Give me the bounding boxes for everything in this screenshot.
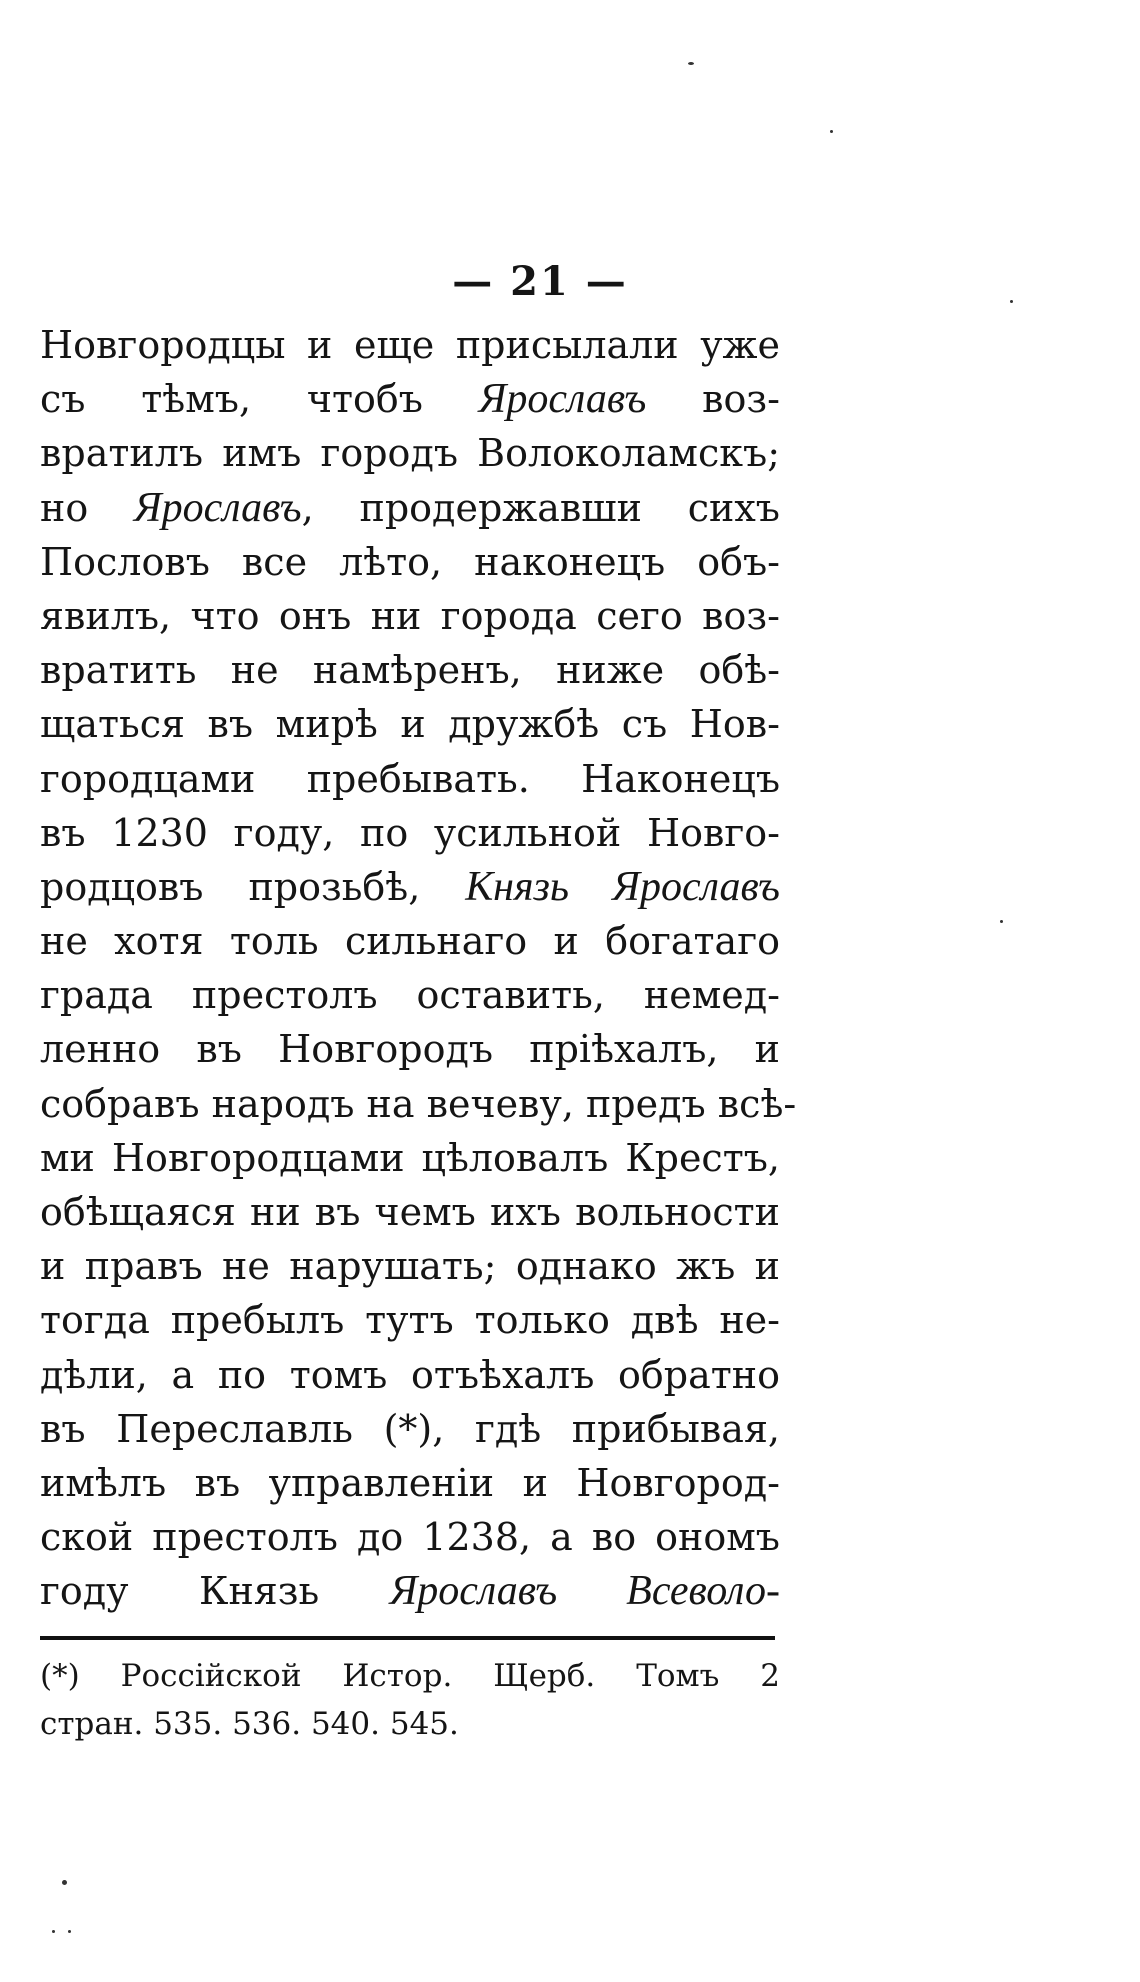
italic-name: Князь Ярославъ: [465, 863, 780, 910]
text-segment: ленно въ Новгородъ пріѣхалъ, и: [40, 1027, 780, 1072]
text-segment: ми Новгородцами цѣловалъ Крестъ,: [40, 1135, 780, 1180]
text-line: [40, 643, 780, 697]
footnote: [40, 1652, 780, 1748]
text-segment: ской престолъ до 1238, а во ономъ: [40, 1515, 780, 1560]
page-number: — 21 —: [452, 258, 628, 305]
body-text: [40, 318, 797, 1619]
scan-speck: [830, 130, 833, 133]
scan-speck: [62, 1880, 67, 1885]
text-line: [40, 1077, 797, 1131]
text-segment: имѣлъ въ управленіи и Новгород-: [40, 1460, 780, 1505]
text-line: [40, 481, 780, 535]
text-line: [40, 372, 780, 426]
text-line: [40, 752, 780, 806]
text-segment: явилъ, что онъ ни города сего воз-: [40, 593, 780, 638]
text-line: [40, 1239, 780, 1293]
footnote-line-1: (*) Россійской Истор. Щерб. Томъ 2: [40, 1658, 780, 1694]
text-segment: и правъ не нарушать; однако жъ и: [40, 1244, 780, 1289]
text-line: [40, 1456, 780, 1510]
text-line: [40, 860, 780, 914]
text-segment: , продержавши сихъ: [301, 485, 780, 530]
text-segment: въ 1230 году, по усильной Новго-: [40, 810, 780, 855]
text-line: [40, 1510, 780, 1564]
text-line: [40, 697, 780, 751]
text-line: [40, 1185, 780, 1239]
text-line: [40, 1402, 780, 1456]
text-segment: вратилъ имъ городъ Волоколамскъ;: [40, 431, 780, 476]
text-segment: щаться въ мирѣ и дружбѣ съ Нов-: [40, 702, 780, 747]
text-segment: году Князь: [40, 1569, 390, 1614]
text-line: [40, 914, 780, 968]
text-segment: тогда пребылъ тутъ только двѣ не-: [40, 1298, 780, 1343]
text-line: [40, 806, 780, 860]
scan-speck: [1000, 920, 1003, 923]
scan-speck: [68, 1930, 71, 1933]
text-segment: не хотя толь сильнаго и богатаго: [40, 919, 780, 964]
text-segment: въ Переславль (*), гдѣ прибывая,: [40, 1406, 780, 1451]
scan-speck: [688, 62, 694, 65]
text-segment: Пословъ все лѣто, наконецъ объ-: [40, 539, 780, 584]
text-segment: но: [40, 485, 135, 530]
text-line: [40, 318, 780, 372]
text-segment: вратить не намѣренъ, ниже обѣ-: [40, 648, 780, 693]
text-segment: дѣли, а по томъ отъѣхалъ обратно: [40, 1352, 780, 1397]
text-segment: собравъ народъ на вечеву, предъ всѣ-: [40, 1081, 797, 1126]
text-segment: городцами пребывать. Наконецъ: [40, 756, 780, 801]
text-segment: съ тѣмъ, чтобъ: [40, 377, 479, 422]
italic-name: Ярославъ: [134, 484, 302, 531]
text-line: [40, 1348, 780, 1402]
text-line: [40, 535, 780, 589]
text-line: [40, 589, 780, 643]
italic-name: Ярославъ: [478, 376, 647, 423]
text-line: [40, 1131, 780, 1185]
text-line: [40, 1293, 780, 1347]
italic-name: Ярославъ Всеволо-: [389, 1568, 780, 1615]
scan-speck: [52, 1930, 55, 1933]
text-line: [40, 1022, 780, 1076]
text-line: [40, 426, 780, 480]
text-line: [40, 968, 780, 1022]
footnote-line-2: стран. 535. 536. 540. 545.: [40, 1706, 459, 1742]
text-segment: воз-: [646, 377, 780, 422]
text-segment: Новгородцы и еще присылали уже: [40, 323, 780, 367]
text-line: [40, 1564, 780, 1618]
text-segment: родцовъ прозьбѣ,: [40, 864, 466, 909]
scan-speck: [1010, 300, 1013, 303]
text-segment: града престолъ оставить, немед-: [40, 973, 780, 1018]
footnote-rule: [40, 1636, 775, 1640]
text-segment: обѣщаяся ни въ чемъ ихъ вольности: [40, 1190, 780, 1234]
